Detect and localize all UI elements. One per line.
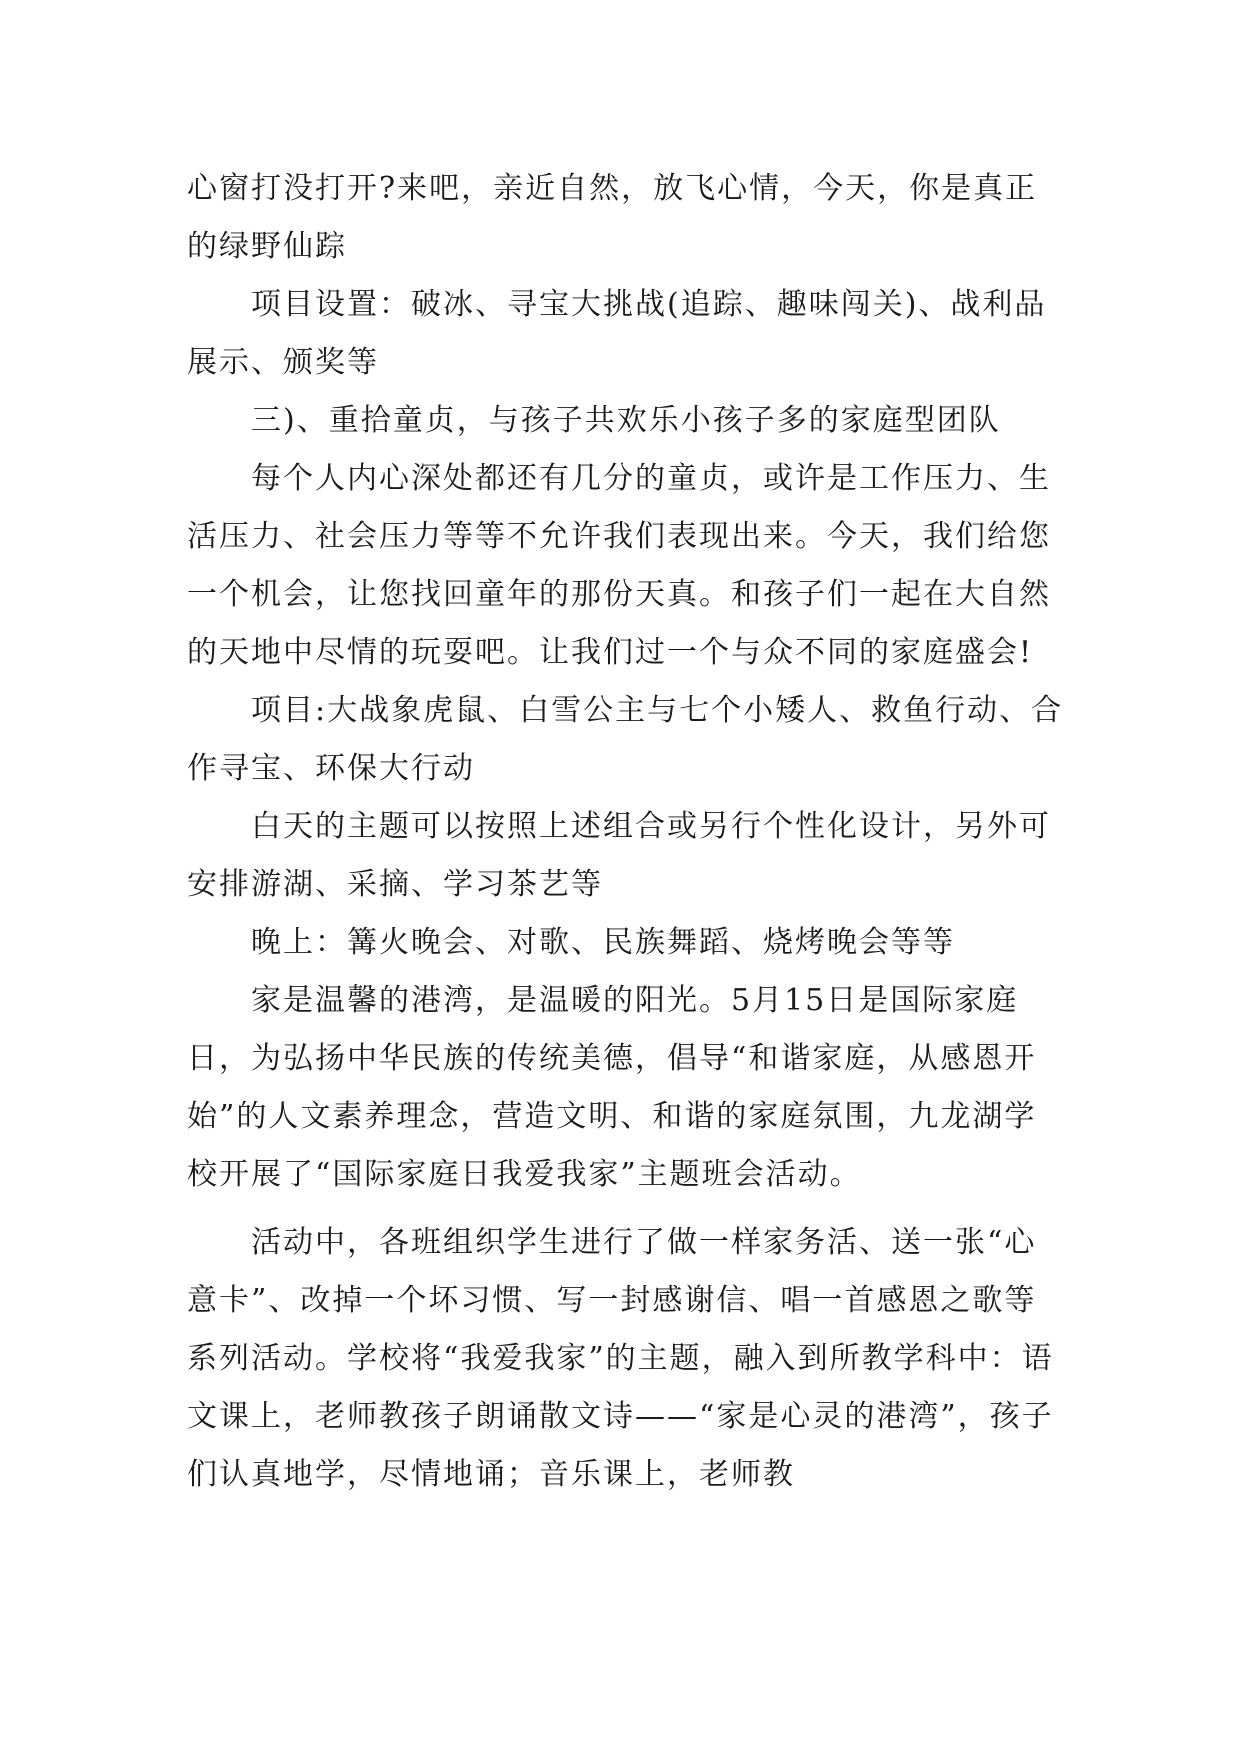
paragraph-4: 每个人内心深处都还有几分的童贞，或许是工作压力、生活压力、社会压力等等不允许我们表现出来。今天，我们给您一个机会，让您找回童年的那份天真。和孩子们一起在大自然的天地中尽情的玩耍吧。让我们过一个与众不同的家庭盛会! <box>187 461 1051 670</box>
paragraph-2: 项目设置：破冰、寻宝大挑战(追踪、趣味闯关)、战利品展示、颁奖等 <box>187 287 1047 380</box>
paragraph-6: 白天的主题可以按照上述组合或另行个性化设计，另外可安排游湖、采摘、学习茶艺等 <box>187 809 1051 902</box>
paragraph-5: 项目:大战象虎鼠、白雪公主与七个小矮人、救鱼行动、合作寻宝、环保大行动 <box>187 693 1064 786</box>
paragraph-1: 心窗打没打开?来吧，亲近自然，放飞心情，今天，你是真正的绿野仙踪 <box>187 171 1038 264</box>
paragraph-8: 家是温馨的港湾，是温暖的阳光。5月15日是国际家庭日，为弘扬中华民族的传统美德，倡导“和谐家庭，从感恩开始”的人文素养理念，营造文明、和谐的家庭氛围，九龙湖学校开展了“国际家庭日我爱我家”主题班会活动。 <box>187 983 1037 1192</box>
paragraph-3: 三)、重拾童贞，与孩子共欢乐小孩子多的家庭型团队 <box>251 403 1001 438</box>
document-body <box>187 160 1067 1504</box>
paragraph-9: 活动中，各班组织学生进行了做一样家务活、送一张“心意卡”、改掉一个坏习惯、写一封感谢信、唱一首感恩之歌等系列活动。学校将“我爱我家”的主题，融入到所教学科中：语文课上，老师教孩子朗诵散文诗——“家是心灵的港湾”，孩子们认真地学，尽情地诵；音乐课上，老师教 <box>187 1225 1054 1492</box>
paragraph-7: 晚上：篝火晚会、对歌、民族舞蹈、烧烤晚会等等 <box>251 925 955 960</box>
